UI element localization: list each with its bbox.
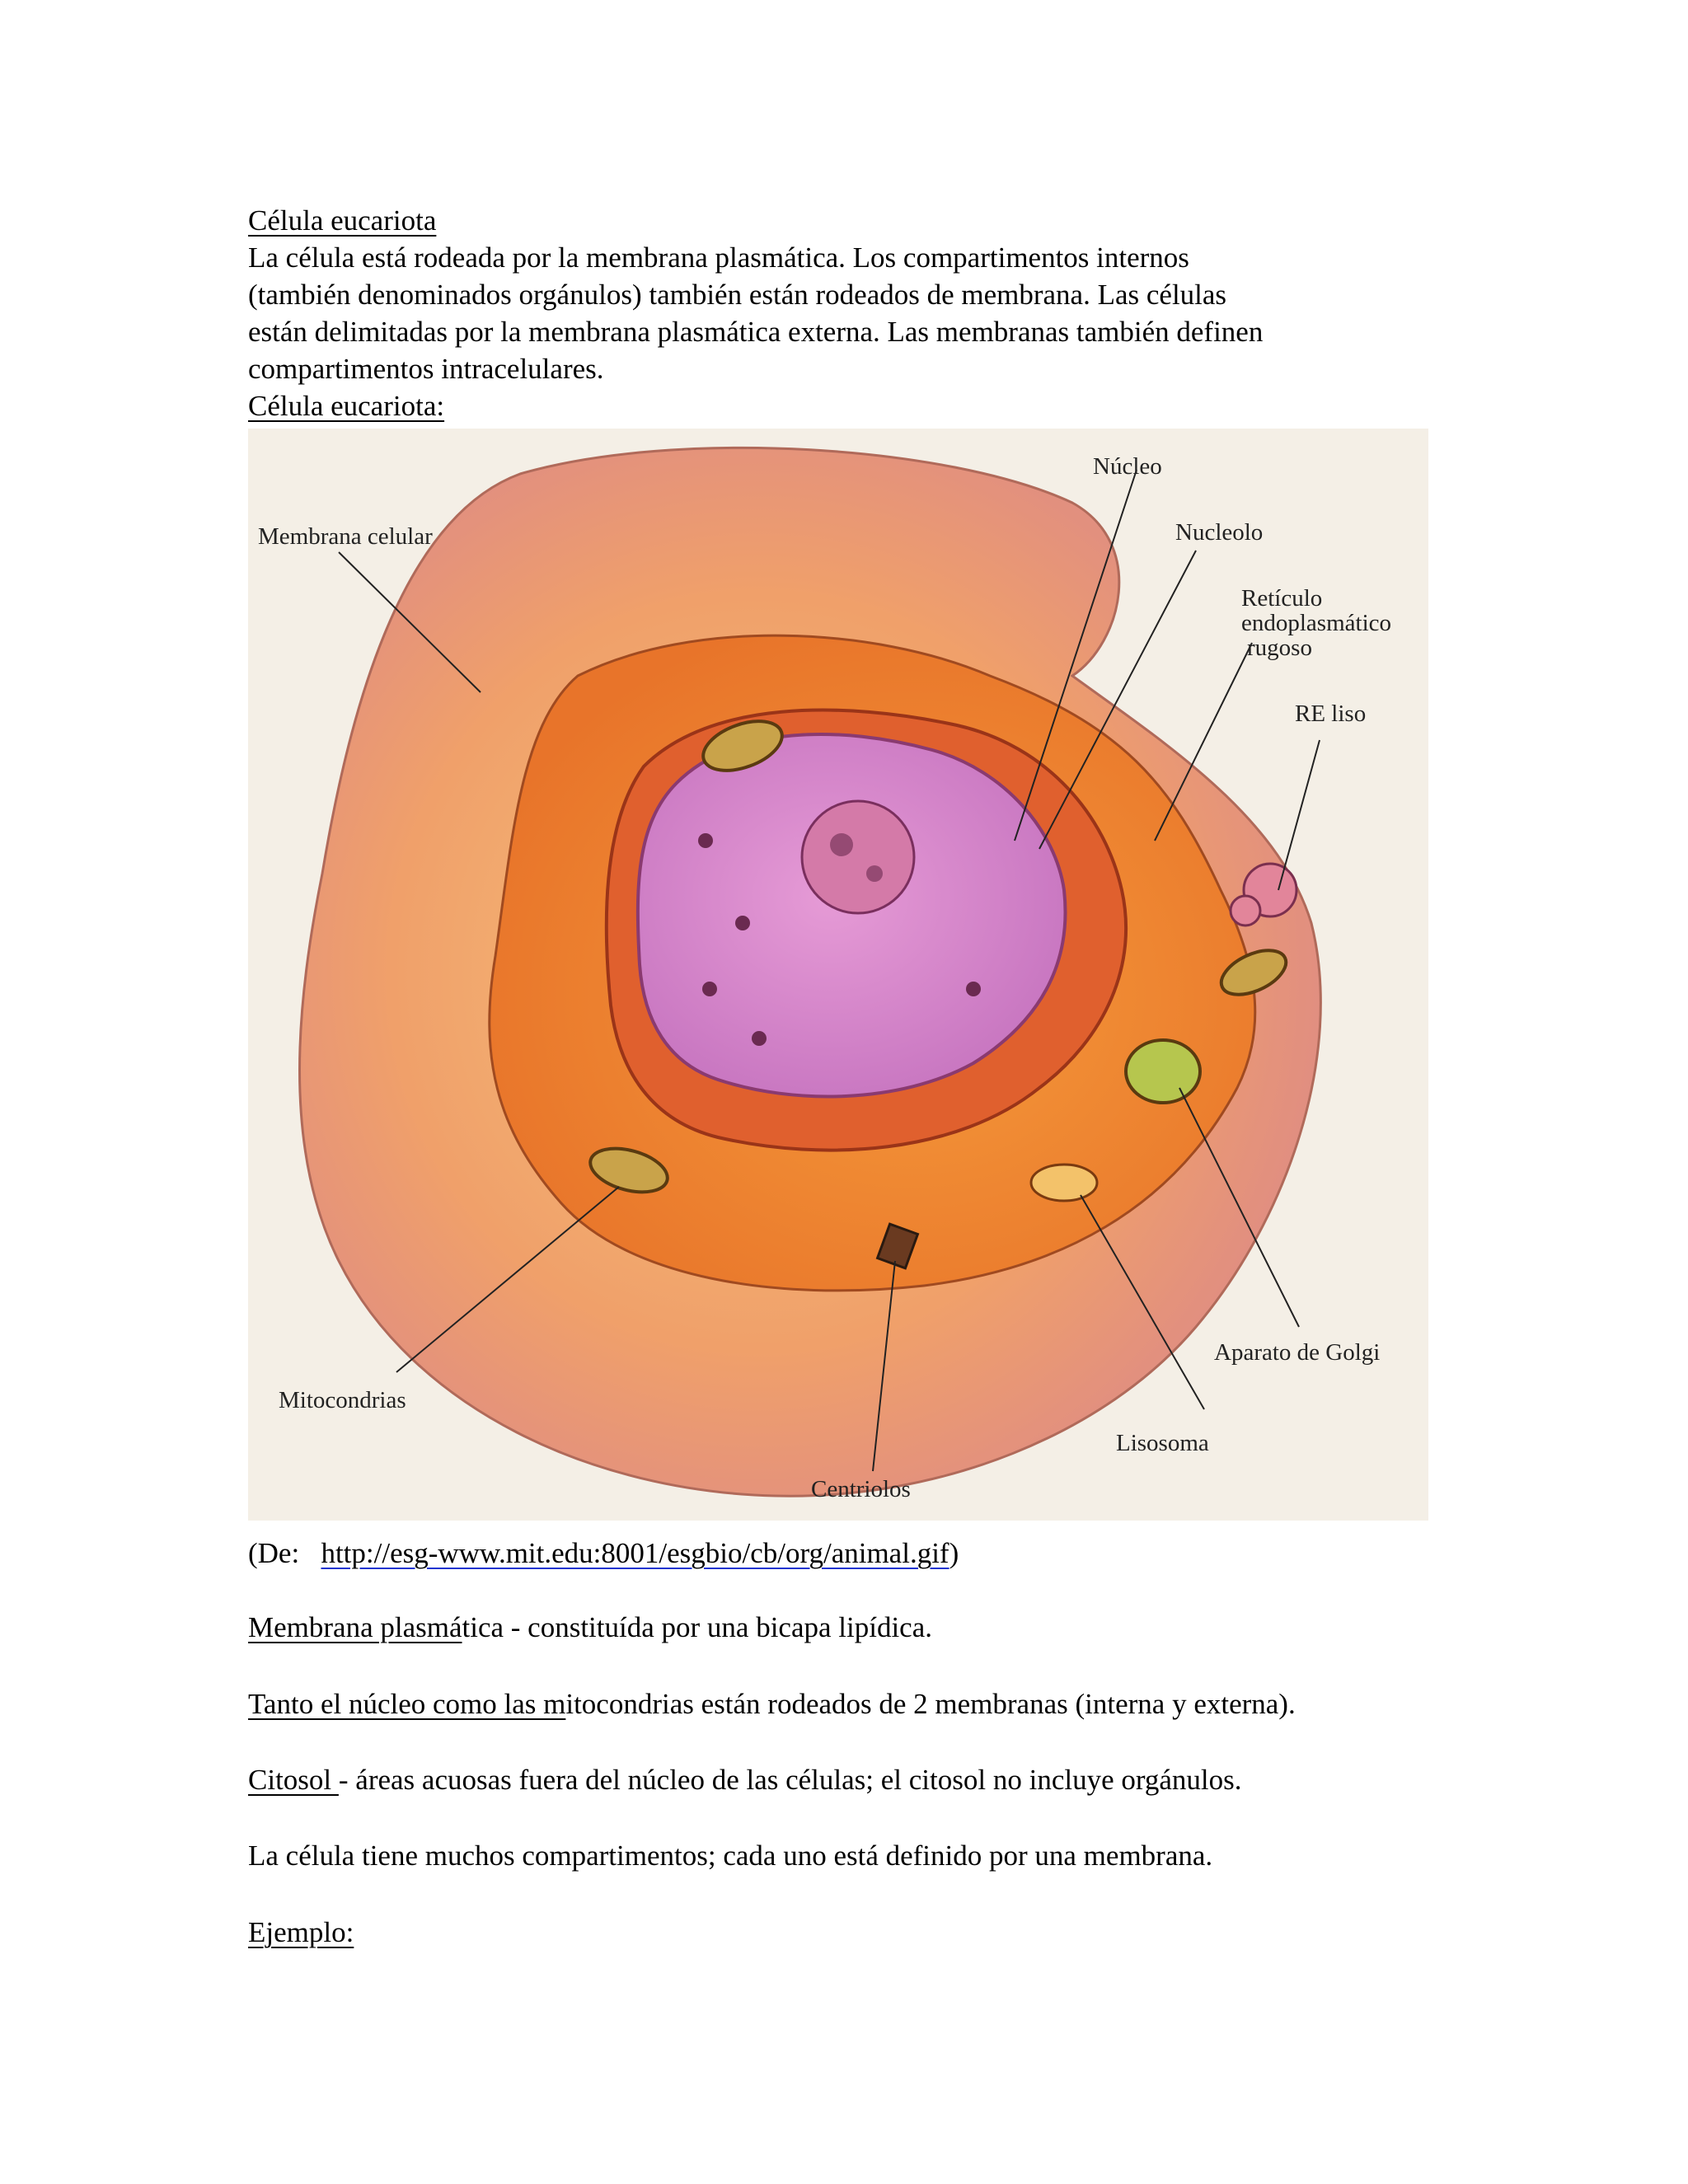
intro-line: La célula está rodeada por la membrana plasmática. Los compartimentos internos (248, 241, 1189, 274)
paragraph-compartimentos: La célula tiene muchos compartimentos; cada uno está definido por una membrana. (248, 1840, 1213, 1872)
label-re-liso: RE liso (1295, 701, 1367, 727)
source-citation (248, 1535, 959, 1572)
label-aparato-golgi: Aparato de Golgi (1214, 1339, 1381, 1366)
label-centriolos: Centriolos (811, 1476, 911, 1502)
intro-line: están delimitadas por la membrana plasmática externa. Las membranas también definen (248, 316, 1264, 348)
source-prefix: (De: (248, 1537, 300, 1569)
label-reticulo-3: rugoso (1247, 635, 1312, 661)
paragraph-citosol (248, 1761, 1242, 1798)
intro-line: compartimentos intracelulares. (248, 353, 604, 385)
paragraph-underlined: Tanto el núcleo como las m (248, 1688, 566, 1720)
paragraph-underlined: Citosol (248, 1764, 339, 1796)
cell-illustration (248, 429, 1428, 1521)
paragraph-ejemplo: Ejemplo: (248, 1916, 354, 1948)
golgi-shape (1126, 1040, 1200, 1103)
label-reticulo-1: Retículo (1241, 585, 1323, 612)
nucleus-shape (638, 734, 1066, 1097)
source-link[interactable]: http://esg-www.mit.edu:8001/esgbio/cb/org/animal.gif (321, 1537, 950, 1569)
page-heading: Célula eucariota (248, 204, 437, 237)
lysosome-shape (1031, 1165, 1097, 1201)
cell-diagram (248, 429, 1428, 1521)
figure-title: Célula eucariota: (248, 390, 445, 422)
paragraph-text: - áreas acuosas fuera del núcleo de las células; el citosol no incluye orgánulos. (338, 1764, 1242, 1796)
label-nucleolo: Nucleolo (1175, 519, 1264, 546)
nucleolus-shape (802, 801, 914, 913)
label-membrana-celular: Membrana celular (258, 523, 433, 550)
label-lisosoma: Lisosoma (1116, 1430, 1209, 1456)
label-mitocondrias: Mitocondrias (279, 1387, 406, 1413)
label-reticulo-2: endoplasmático (1241, 610, 1392, 636)
paragraph-text: tica - constituída por una bicapa lipídica. (462, 1611, 932, 1643)
label-nucleo: Núcleo (1093, 453, 1162, 480)
paragraph-membrana (248, 1609, 932, 1646)
paragraph-nucleo (248, 1685, 1296, 1722)
source-suffix: ) (949, 1537, 959, 1569)
intro-line: (también denominados orgánulos) también están rodeados de membrana. Las células (248, 279, 1227, 311)
paragraph-underlined: Membrana plasmá (248, 1611, 462, 1643)
paragraph-text: itocondrias están rodeados de 2 membranas (interna y externa). (565, 1688, 1296, 1720)
intro-paragraph (248, 239, 1468, 387)
